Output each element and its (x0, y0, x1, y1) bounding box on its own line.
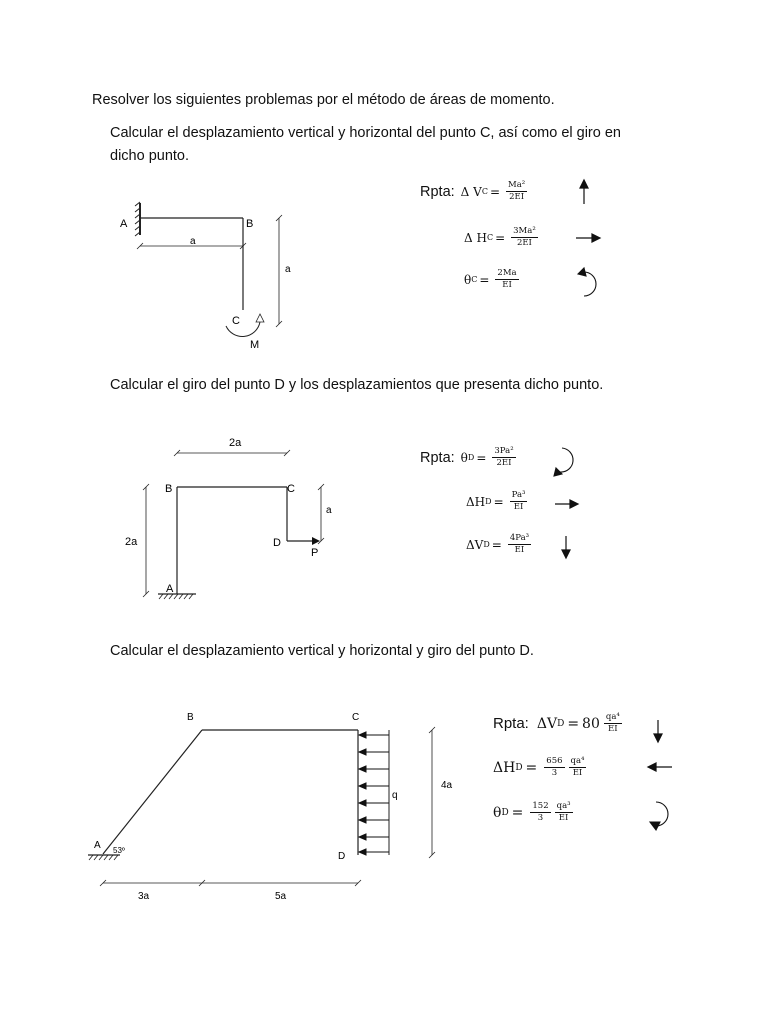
p1-label-a: A (120, 218, 128, 230)
problem3-statement: Calcular el desplazamiento vertical y horizontal y giro del punto D. (110, 643, 534, 659)
p2-label-d: D (273, 537, 281, 549)
p2-rpta-label: Rpta: (420, 449, 455, 466)
p2-dvd-lhs: ΔV (466, 537, 484, 552)
p3-label-d: D (338, 851, 346, 862)
p2-label-c: C (287, 483, 295, 495)
p2-dim-right: a (326, 505, 332, 516)
p1-label-b: B (246, 218, 254, 230)
p3-label-q: q (392, 790, 398, 801)
p2-arrow-right-icon (555, 500, 578, 508)
p3-arrow-down-icon (654, 720, 662, 742)
p1-answer-thc: θ C = $\frac{2Ma}{EI}$ (464, 268, 517, 290)
p2-label-p: P (311, 547, 319, 559)
p3-thd-coef-frac: $\frac{152}{3}$ (532, 801, 549, 823)
p1-dvc-sub: C (481, 187, 488, 196)
problem2-diagram (143, 450, 324, 599)
p2-answer-dvd: ΔV D = $\frac{\text{4Pa³}}{EI}$ (466, 533, 530, 555)
p3-dhd-coef-frac: $\frac{656}{3}$ (546, 756, 563, 778)
p2-rotation-cw-icon (554, 448, 573, 476)
p3-dvd-frac: $\frac{\text{qa⁴}}{EI}$ (605, 712, 620, 734)
p3-label-angle: 53º (113, 846, 125, 855)
p2-dhd-sub: D (485, 497, 492, 506)
p1-dim-horizontal: a (190, 236, 196, 247)
p2-dhd-frac: $\frac{\text{Pa³}}{EI}$ (511, 490, 526, 512)
p3-dhd-frac: $\frac{\text{qa⁴}}{EI}$ (570, 756, 585, 778)
p1-answer-dhc: Δ H C = $\frac{\text{3Ma²}}{2EI}$ (464, 226, 536, 248)
p1-dvc-lhs: Δ V (460, 184, 482, 199)
p1-label-c: C (232, 315, 240, 327)
p2-thd-frac: $\frac{\text{3Pa²}}{2EI}$ (494, 446, 514, 468)
p3-thd-sub: D (501, 807, 509, 818)
p2-label-a: A (166, 583, 174, 595)
intro-text: Resolver los siguientes problemas por el método de áreas de momento. (92, 92, 555, 108)
p1-rotation-ccw-icon (578, 268, 596, 296)
p3-arrow-left-icon (648, 763, 672, 771)
p3-dvd-sub: D (557, 718, 565, 729)
p1-dhc-lhs: Δ H (464, 230, 487, 245)
p3-label-b: B (187, 712, 194, 723)
p2-dim-left: 2a (125, 536, 138, 548)
p1-label-m: M (250, 339, 260, 351)
p3-thd-frac: $\frac{\text{qa³}}{EI}$ (556, 801, 571, 823)
p3-label-c: C (352, 712, 360, 723)
p1-answer-dvc: Rpta: Δ V C = $\frac{\text{Ma²}}{2EI}$ (420, 180, 526, 202)
problem3-diagram (88, 727, 435, 886)
p3-dim-mid: 5a (275, 891, 287, 902)
p2-dim-top: 2a (229, 437, 242, 449)
p2-thd-sub: D (467, 453, 475, 462)
p3-rpta-label: Rpta: (493, 715, 529, 732)
p3-label-a: A (94, 840, 101, 851)
p3-dhd-sub: D (515, 762, 523, 773)
p3-dhd-lhs: ΔH (493, 759, 516, 776)
problem1-statement-line2: dicho punto. (110, 148, 190, 164)
p1-thc-lhs: θ (464, 272, 472, 287)
p3-dvd-coef: 80 (582, 715, 600, 732)
p3-answer-thd: θ D = $\frac{152}{3}$ $\frac{\text{qa³}}{EI}$ (493, 801, 571, 823)
problem1-statement-line1: Calcular el desplazamiento vertical y horizontal del punto C, así como el giro en (110, 125, 621, 141)
p2-dhd-lhs: ΔH (466, 494, 486, 509)
p1-dhc-sub: C (486, 233, 494, 242)
p2-dvd-sub: D (483, 540, 490, 549)
p3-rotation-cw-icon (650, 802, 668, 830)
problem2-statement: Calcular el giro del punto D y los desplazamientos que presenta dicho punto. (110, 377, 604, 393)
p1-rpta-label: Rpta: (420, 183, 455, 200)
p1-thc-frac: $\frac{2Ma}{EI}$ (497, 268, 517, 290)
problem1-diagram (135, 202, 282, 336)
p3-thd-lhs: θ (493, 804, 502, 821)
p3-dvd-lhs: ΔV (536, 715, 558, 732)
p2-arrow-down-icon (562, 536, 570, 558)
p3-dim-left: 3a (138, 891, 150, 902)
p2-answer-thd: Rpta: θ D = $\frac{\text{3Pa²}}{2EI}$ (420, 446, 514, 468)
p1-dvc-frac: $\frac{\text{Ma²}}{2EI}$ (508, 180, 526, 202)
p1-dhc-frac: $\frac{\text{3Ma²}}{2EI}$ (513, 226, 536, 248)
p2-answer-dhd: ΔH D = $\frac{\text{Pa³}}{EI}$ (466, 490, 526, 512)
p1-dim-vertical: a (285, 264, 291, 275)
p3-dim-right: 4a (441, 780, 453, 791)
p3-distributed-load-arrows (359, 732, 389, 855)
p1-arrow-up-icon (580, 180, 588, 204)
p2-dvd-frac: $\frac{\text{4Pa³}}{EI}$ (509, 533, 530, 555)
p1-thc-sub: C (471, 275, 478, 284)
p2-thd-lhs: θ (460, 450, 468, 465)
p2-label-b: B (165, 483, 173, 495)
p3-answer-dvd: Rpta: ΔV D = 80 $\frac{\text{qa⁴}}{EI}$ (493, 712, 620, 734)
p3-answer-dhd: ΔH D = $\frac{656}{3}$ $\frac{\text{qa⁴}}{EI}$ (493, 756, 585, 778)
p1-arrow-right-icon (576, 234, 600, 242)
